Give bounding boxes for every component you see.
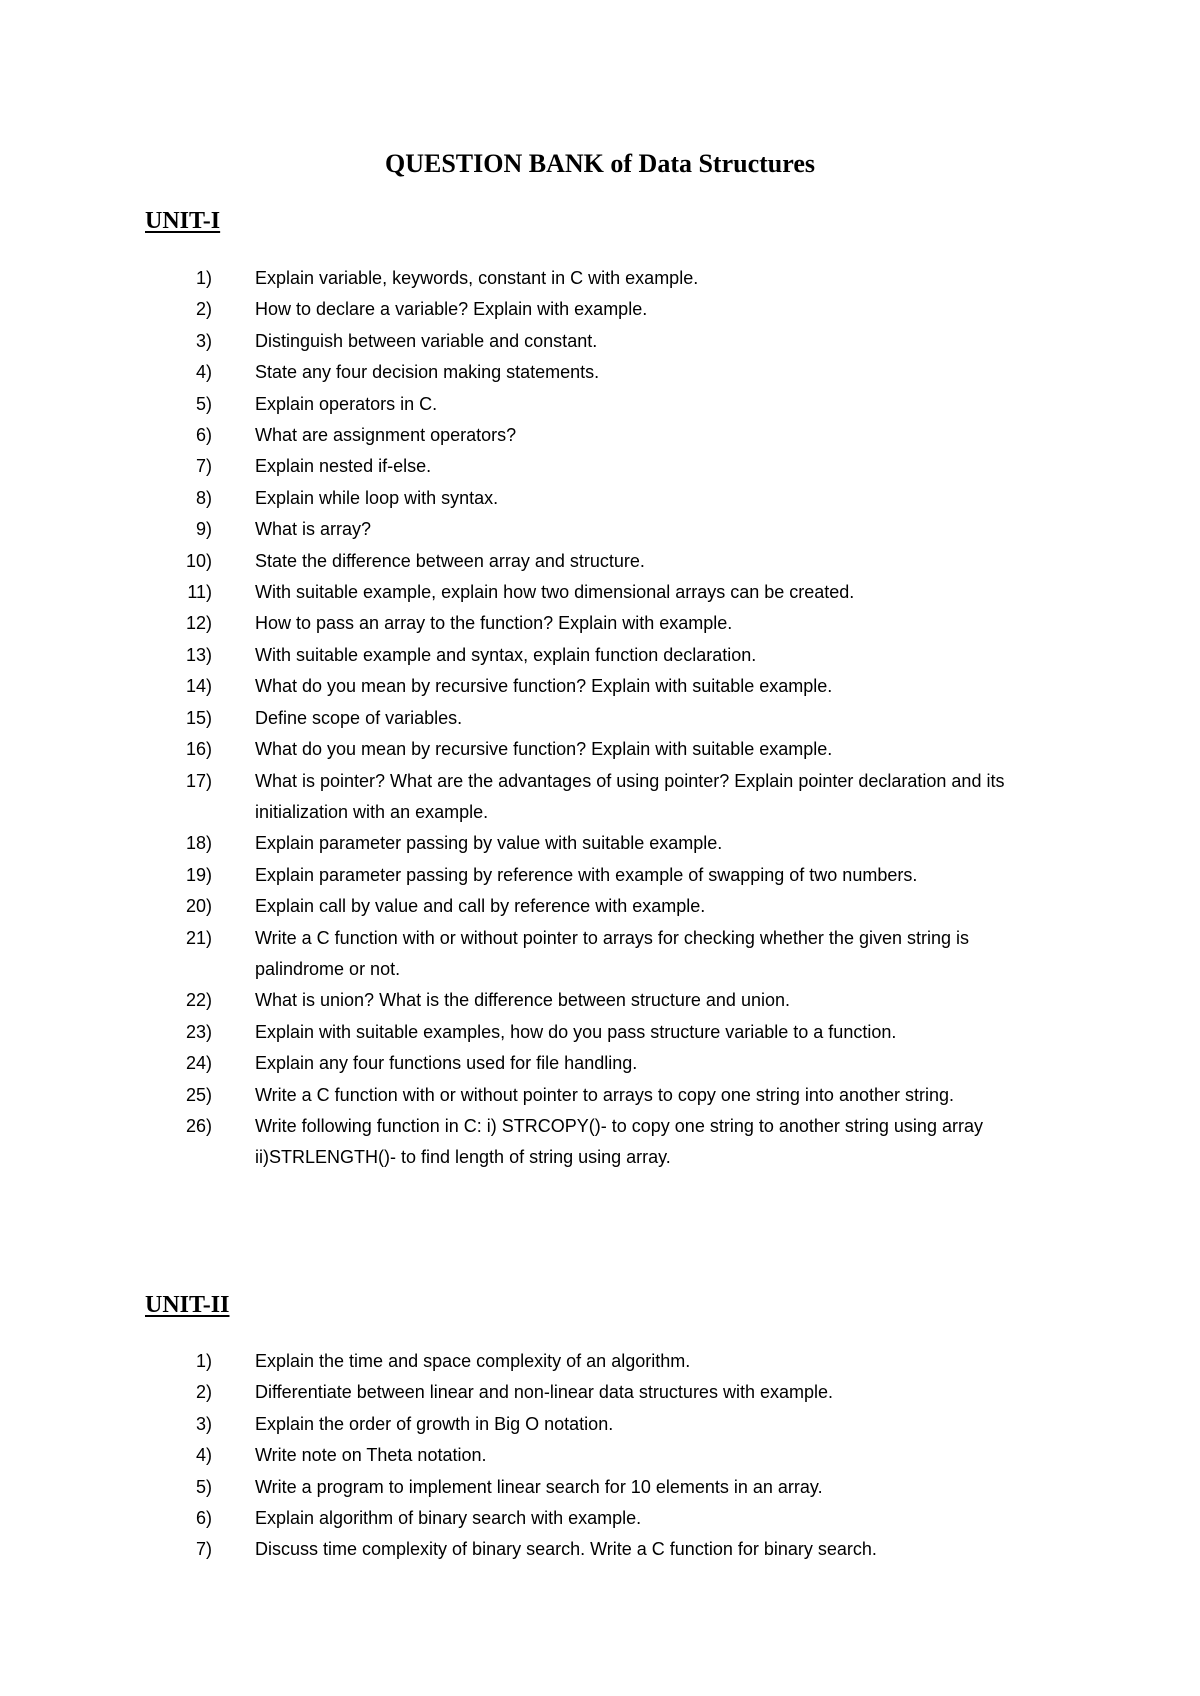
question-text: With suitable example and syntax, explain function declaration. xyxy=(255,644,757,665)
question-number: 4) xyxy=(195,362,212,383)
question-text: Distinguish between variable and constant. xyxy=(255,330,598,351)
question-list xyxy=(0,263,1200,1174)
unit-heading: UNIT-I xyxy=(145,208,221,234)
question-text: Explain call by value and call by reference with example. xyxy=(255,896,706,917)
question-text: What are assignment operators? xyxy=(255,425,517,446)
question-text: Explain parameter passing by value with suitable example. xyxy=(255,833,723,854)
question-text: Explain nested if-else. xyxy=(255,456,432,477)
question-item xyxy=(0,451,1200,482)
question-item xyxy=(0,703,1200,734)
question-number: 24) xyxy=(185,1053,212,1074)
question-number: 20) xyxy=(185,896,212,917)
question-number: 3) xyxy=(195,1413,212,1434)
question-item xyxy=(0,1409,1200,1440)
question-number: 23) xyxy=(185,1021,212,1042)
question-number: 1) xyxy=(195,268,212,288)
question-item xyxy=(0,263,1200,294)
question-text: Explain with suitable examples, how do you pass structure variable to a function. xyxy=(255,1021,897,1042)
question-text: What is union? What is the difference between structure and union. xyxy=(255,990,790,1011)
question-number: 4) xyxy=(195,1445,212,1466)
question-item xyxy=(0,294,1200,325)
question-list xyxy=(0,1346,1200,1566)
question-item xyxy=(0,326,1200,357)
question-text: Explain parameter passing by reference with example of swapping of two numbers. xyxy=(255,864,918,885)
question-number: 21) xyxy=(185,927,212,948)
question-number: 5) xyxy=(195,393,212,414)
question-item xyxy=(0,1017,1200,1048)
question-number: 8) xyxy=(195,487,212,508)
question-item xyxy=(0,923,1200,986)
question-text: Define scope of variables. xyxy=(255,707,463,728)
question-number: 7) xyxy=(195,456,212,477)
question-text: State the difference between array and structure. xyxy=(255,550,645,571)
question-number: 6) xyxy=(195,425,212,446)
question-number: 9) xyxy=(195,519,212,540)
question-text: Write a C function with or without pointer to arrays to copy one string into another string. xyxy=(255,1084,955,1105)
question-number: 17) xyxy=(185,770,212,791)
question-item xyxy=(0,1377,1200,1408)
question-item xyxy=(0,640,1200,671)
question-number: 22) xyxy=(185,990,212,1011)
question-item xyxy=(0,1048,1200,1079)
question-item xyxy=(0,1503,1200,1534)
question-number: 7) xyxy=(195,1539,212,1560)
question-text: How to pass an array to the function? Explain with example. xyxy=(255,613,733,634)
question-number: 2) xyxy=(195,299,212,320)
question-text: Write following function in C: i) STRCOPY()- to copy one string to another string using array ii)STRLENGTH()- to find length of string using array. xyxy=(255,1115,983,1168)
question-number: 11) xyxy=(187,582,212,603)
question-item xyxy=(0,734,1200,765)
question-item xyxy=(0,577,1200,608)
question-number: 16) xyxy=(185,739,212,760)
question-number: 10) xyxy=(185,550,212,571)
question-item xyxy=(0,985,1200,1016)
question-item xyxy=(0,389,1200,420)
question-item xyxy=(0,860,1200,891)
question-number: 5) xyxy=(195,1476,212,1497)
question-number: 6) xyxy=(195,1508,212,1529)
question-text: Explain the order of growth in Big O notation. xyxy=(255,1413,614,1434)
question-number: 3) xyxy=(195,330,212,351)
question-text: Write a program to implement linear search for 10 elements in an array. xyxy=(255,1476,823,1497)
question-text: State any four decision making statements. xyxy=(255,362,600,383)
question-text: Explain the time and space complexity of an algorithm. xyxy=(255,1351,691,1371)
question-item xyxy=(0,1534,1200,1565)
question-text: Explain while loop with syntax. xyxy=(255,487,499,508)
question-number: 19) xyxy=(185,864,212,885)
question-text: With suitable example, explain how two dimensional arrays can be created. xyxy=(255,582,855,603)
question-number: 12) xyxy=(185,613,212,634)
question-text: Explain algorithm of binary search with example. xyxy=(255,1508,642,1529)
question-item xyxy=(0,514,1200,545)
question-item xyxy=(0,766,1200,829)
question-item xyxy=(0,1111,1200,1174)
question-text: Write note on Theta notation. xyxy=(255,1445,487,1466)
question-item xyxy=(0,546,1200,577)
question-number: 26) xyxy=(185,1115,212,1136)
question-text: What is pointer? What are the advantages of using pointer? Explain pointer declaration and its initialization with an example. xyxy=(255,770,1005,822)
unit-heading: UNIT-II xyxy=(145,1292,230,1318)
question-text: What is array? xyxy=(255,519,372,540)
question-text: Explain variable, keywords, constant in C with example. xyxy=(255,268,699,288)
question-text: Differentiate between linear and non-linear data structures with example. xyxy=(255,1382,833,1403)
question-item xyxy=(0,828,1200,859)
document-title: QUESTION BANK of Data Structures xyxy=(385,149,815,178)
question-number: 2) xyxy=(195,1382,212,1403)
question-number: 14) xyxy=(185,676,212,697)
question-number: 25) xyxy=(185,1084,212,1105)
question-text: Write a C function with or without pointer to arrays for checking whether the given string is palindrome or not. xyxy=(255,927,969,979)
question-number: 18) xyxy=(185,833,212,854)
question-item xyxy=(0,671,1200,702)
question-item xyxy=(0,1346,1200,1377)
question-number: 1) xyxy=(195,1351,212,1371)
question-text: Discuss time complexity of binary search. Write a C function for binary search. xyxy=(255,1539,877,1560)
question-text: Explain operators in C. xyxy=(255,393,438,414)
question-text: What do you mean by recursive function? Explain with suitable example. xyxy=(255,676,833,697)
question-number: 15) xyxy=(185,707,212,728)
question-item xyxy=(0,1472,1200,1503)
question-item xyxy=(0,891,1200,922)
question-number: 13) xyxy=(185,644,212,665)
question-item xyxy=(0,608,1200,639)
question-item xyxy=(0,420,1200,451)
question-text: What do you mean by recursive function? Explain with suitable example. xyxy=(255,739,833,760)
question-item xyxy=(0,1080,1200,1111)
question-item xyxy=(0,357,1200,388)
question-item xyxy=(0,1440,1200,1471)
question-text: Explain any four functions used for file handling. xyxy=(255,1053,638,1074)
question-text: How to declare a variable? Explain with example. xyxy=(255,299,648,320)
question-item xyxy=(0,483,1200,514)
